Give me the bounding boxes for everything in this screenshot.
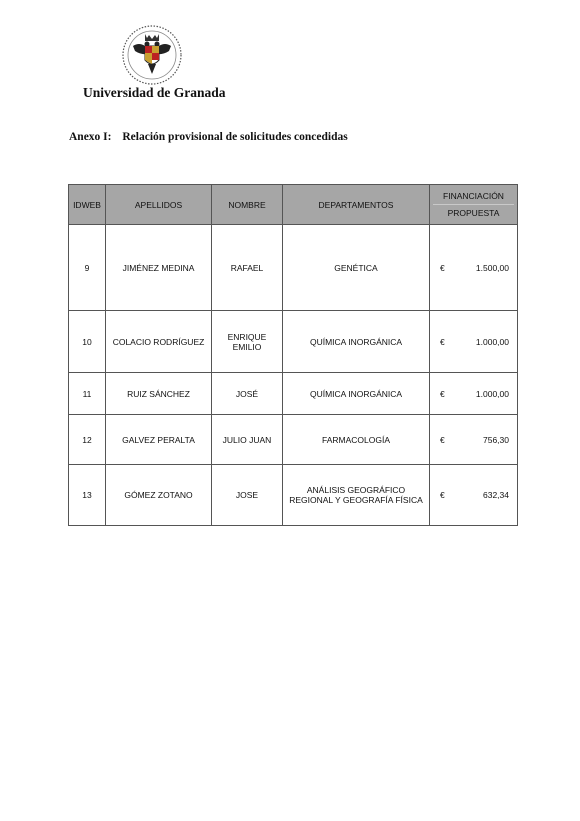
currency-symbol: € [440, 490, 445, 500]
col-header-financiacion-line1: FINANCIACIÓN [433, 191, 514, 205]
university-name: Universidad de Granada [83, 85, 226, 100]
cell-idweb: 12 [69, 415, 106, 465]
cell-idweb: 13 [69, 465, 106, 526]
cell-departamento: ANÁLISIS GEOGRÁFICO REGIONAL Y GEOGRAFÍA FÍSICA [283, 465, 430, 526]
col-header-nombre: NOMBRE [212, 185, 283, 225]
cell-apellidos: COLACIO RODRÍGUEZ [106, 311, 212, 373]
cell-idweb: 11 [69, 373, 106, 415]
col-header-apellidos: APELLIDOS [106, 185, 212, 225]
cell-financiacion [430, 415, 518, 465]
cell-apellidos: GÓMEZ ZOTANO [106, 465, 212, 526]
cell-nombre: JOSE [212, 465, 283, 526]
col-header-idweb: IDWEB [69, 185, 106, 225]
cell-financiacion [430, 311, 518, 373]
cell-financiacion [430, 225, 518, 311]
table-row [69, 225, 518, 311]
cell-nombre: JULIO JUAN [212, 415, 283, 465]
cell-departamento: QUÍMICA INORGÁNICA [283, 373, 430, 415]
table-row [69, 311, 518, 373]
currency-symbol: € [440, 434, 445, 445]
cell-nombre: RAFAEL [212, 225, 283, 311]
amount: 1.000,00 [475, 336, 509, 347]
table-row [69, 465, 518, 526]
cell-nombre: JOSÉ [212, 373, 283, 415]
cell-departamento: GENÉTICA [283, 225, 430, 311]
amount: 756,30 [483, 434, 509, 445]
cell-idweb: 10 [69, 311, 106, 373]
col-header-financiacion [430, 185, 518, 225]
amount: 1.500,00 [475, 262, 509, 273]
cell-financiacion [430, 465, 518, 526]
currency-symbol: € [440, 388, 445, 399]
annex-label: Anexo I: [69, 131, 112, 143]
grants-table [68, 184, 518, 526]
cell-financiacion [430, 373, 518, 415]
col-header-financiacion-line2: PROPUESTA [447, 208, 500, 218]
cell-apellidos: GALVEZ PERALTA [106, 415, 212, 465]
university-coat-of-arms-icon [121, 24, 183, 86]
annex-title: Relación provisional de solicitudes concedidas [122, 131, 348, 143]
cell-idweb: 9 [69, 225, 106, 311]
currency-symbol: € [440, 336, 445, 347]
table-header-row [69, 185, 518, 225]
currency-symbol: € [440, 262, 445, 273]
cell-departamento: FARMACOLOGÍA [283, 415, 430, 465]
cell-apellidos: RUIZ SÁNCHEZ [106, 373, 212, 415]
cell-nombre: ENRIQUE EMILIO [212, 311, 283, 373]
cell-apellidos: JIMÉNEZ MEDINA [106, 225, 212, 311]
table-row [69, 373, 518, 415]
annex-heading [69, 131, 348, 143]
cell-departamento: QUÍMICA INORGÁNICA [283, 311, 430, 373]
amount: 1.000,00 [475, 388, 509, 399]
amount: 632,34 [483, 490, 509, 500]
col-header-departamentos: DEPARTAMENTOS [283, 185, 430, 225]
table-row [69, 415, 518, 465]
